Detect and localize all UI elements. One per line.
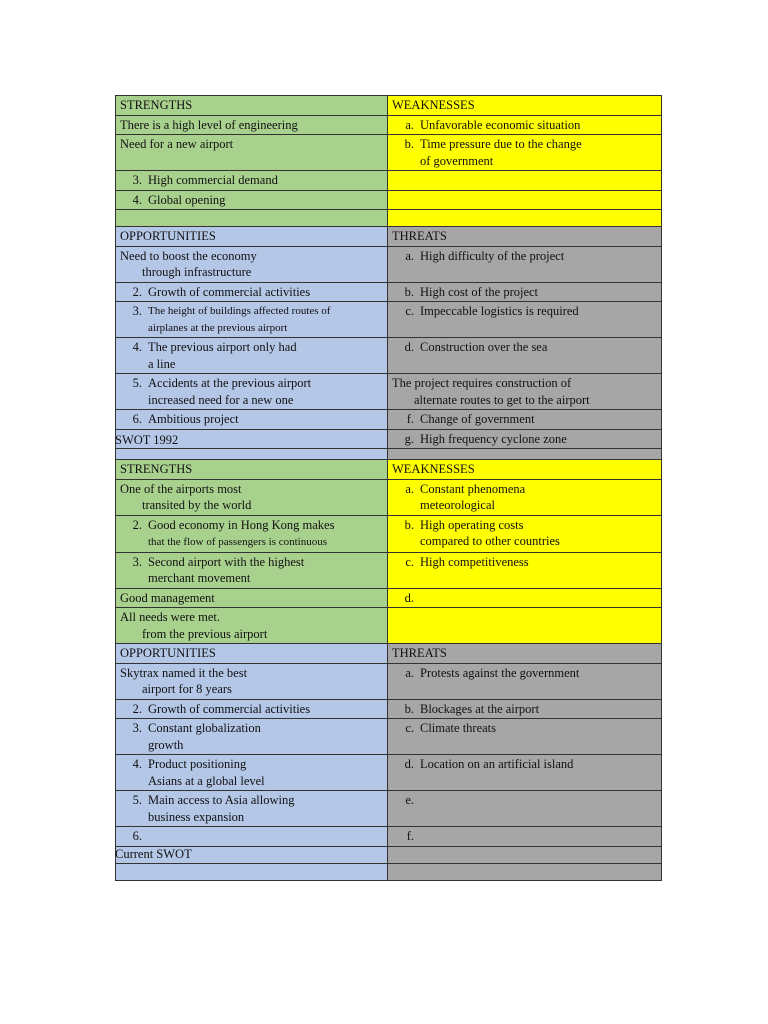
strengths-header: STRENGTHS bbox=[116, 96, 388, 116]
threat-item: f. bbox=[388, 827, 662, 847]
threat-item: b. High cost of the project bbox=[388, 282, 662, 302]
opportunity-item: 6. bbox=[116, 827, 388, 847]
threat-item: a. High difficulty of the project bbox=[388, 246, 662, 282]
strength-item: 3. Second airport with the highest merchant movement bbox=[116, 552, 388, 588]
strength-item: 3. High commercial demand bbox=[116, 171, 388, 191]
swot-current-table bbox=[115, 459, 662, 881]
opportunities-header: OPPORTUNITIES bbox=[116, 227, 388, 247]
opportunity-item: 3. Constant globalization growth bbox=[116, 719, 388, 755]
weakness-empty bbox=[388, 608, 662, 644]
weakness-item: b. High operating costs compared to other countries bbox=[388, 515, 662, 552]
opportunity-item: 6. Ambitious project bbox=[116, 410, 388, 430]
weaknesses-header: WEAKNESSES bbox=[388, 96, 662, 116]
threat-item: c. Impeccable logistics is required bbox=[388, 302, 662, 338]
opportunity-item: Skytrax named it the best airport for 8 years bbox=[116, 663, 388, 699]
threats-header: THREATS bbox=[388, 227, 662, 247]
opportunity-item: 5. Accidents at the previous airport increased need for a new one bbox=[116, 374, 388, 410]
strength-item: One of the airports most transited by the world bbox=[116, 479, 388, 515]
opportunity-item: 4. The previous airport only had a line bbox=[116, 338, 388, 374]
opportunity-item: 4. Product positioning Asians at a global level bbox=[116, 755, 388, 791]
weaknesses-header: WEAKNESSES bbox=[388, 460, 662, 480]
opportunities-header: OPPORTUNITIES bbox=[116, 644, 388, 664]
swot-1992-table bbox=[115, 95, 662, 466]
opportunity-item: 2. Growth of commercial activities bbox=[116, 282, 388, 302]
threat-item: The project requires construction of alternate routes to get to the airport bbox=[388, 374, 662, 410]
opportunity-item: 3. The height of buildings affected routes of airplanes at the previous airport bbox=[116, 302, 388, 338]
threat-item: g. High frequency cyclone zone bbox=[388, 429, 662, 449]
strength-item: Need for a new airport bbox=[116, 135, 388, 171]
caption-current-swot: Current SWOT bbox=[115, 847, 192, 861]
strength-empty bbox=[116, 210, 388, 227]
opportunity-empty bbox=[116, 863, 388, 880]
threat-item: b. Blockages at the airport bbox=[388, 699, 662, 719]
weakness-item: c. High competitiveness bbox=[388, 552, 662, 588]
opportunity-item: Need to boost the economy through infrastructure bbox=[116, 246, 388, 282]
threat-empty bbox=[388, 846, 662, 863]
threat-item: c. Climate threats bbox=[388, 719, 662, 755]
weakness-item: a. Unfavorable economic situation bbox=[388, 115, 662, 135]
threat-item: e. bbox=[388, 791, 662, 827]
strengths-header: STRENGTHS bbox=[116, 460, 388, 480]
weakness-empty bbox=[388, 210, 662, 227]
weakness-empty bbox=[388, 190, 662, 210]
opportunity-item: 5. Main access to Asia allowing business expansion bbox=[116, 791, 388, 827]
strength-item: 2. Good economy in Hong Kong makes that the flow of passengers is continuous bbox=[116, 515, 388, 552]
weakness-item: d. bbox=[388, 588, 662, 608]
opportunity-item: 2. Growth of commercial activities bbox=[116, 699, 388, 719]
strength-item: Good management bbox=[116, 588, 388, 608]
strength-item: There is a high level of engineering bbox=[116, 115, 388, 135]
strength-item: All needs were met. from the previous airport bbox=[116, 608, 388, 644]
threat-item: d. Location on an artificial island bbox=[388, 755, 662, 791]
strength-item: 4. Global opening bbox=[116, 190, 388, 210]
threat-item: f. Change of government bbox=[388, 410, 662, 430]
weakness-item: b. Time pressure due to the change of government bbox=[388, 135, 662, 171]
threat-item: d. Construction over the sea bbox=[388, 338, 662, 374]
threats-header: THREATS bbox=[388, 644, 662, 664]
weakness-empty bbox=[388, 171, 662, 191]
threat-empty bbox=[388, 863, 662, 880]
weakness-item: a. Constant phenomena meteorological bbox=[388, 479, 662, 515]
threat-item: a. Protests against the government bbox=[388, 663, 662, 699]
caption-swot-1992: SWOT 1992 bbox=[115, 433, 179, 447]
